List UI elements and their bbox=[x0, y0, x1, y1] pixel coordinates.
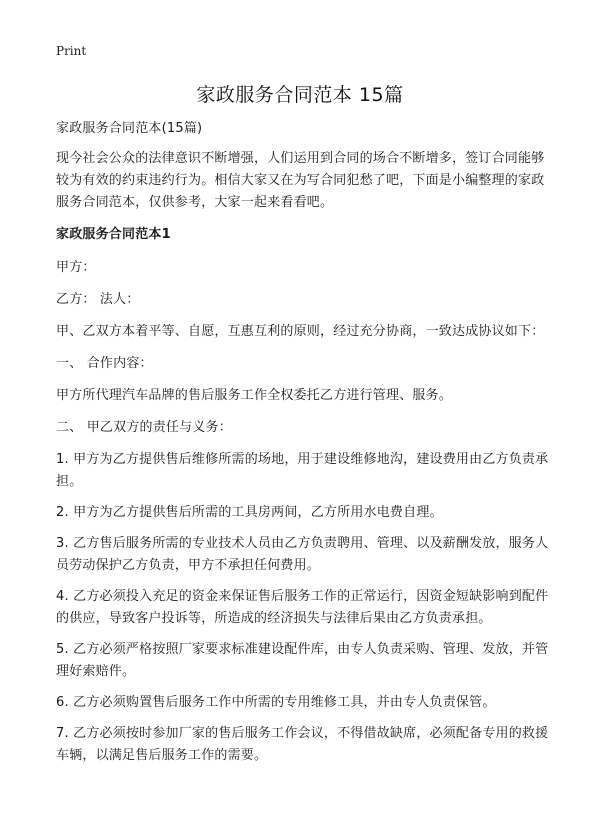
clause-5: 5. 乙方必须严格按照厂家要求标准建设配件库，由专人负责采购、管理、发放，并管理好索赔件。 bbox=[56, 642, 549, 679]
clause-3: 3. 乙方售后服务所需的专业技术人员由乙方负责聘用、管理、以及薪酬发放，服务人员劳动保护乙方负责，甲方不承担任何费用。 bbox=[56, 536, 549, 573]
print-label[interactable]: Print bbox=[56, 44, 87, 58]
item-2-heading: 二、 甲乙双方的责任与义务： bbox=[56, 420, 232, 435]
document-title: 家政服务合同范本 15篇 bbox=[196, 84, 404, 106]
agreement-paragraph: 甲、乙双方本着平等、自愿，互惠互利的原则，经过充分协商，一致达成协议如下： bbox=[56, 324, 545, 339]
intro-paragraph: 现今社会公众的法律意识不断增强，人们运用到合同的场合不断增多，签订合同能够较为有效的约束违约行为。相信大家又在为写合同犯愁了吧，下面是小编整理的家政服务合同范本，仅供参考，大家一起来看看吧。 bbox=[56, 151, 545, 210]
document-subtitle: 家政服务合同范本(15篇) bbox=[56, 121, 203, 136]
document-body bbox=[56, 118, 556, 776]
party-b-line: 乙方： 法人： bbox=[56, 292, 140, 307]
clause-6: 6. 乙方必须购置售后服务工作中所需的专用维修工具，并由专人负责保管。 bbox=[56, 695, 496, 710]
item-1-heading: 一、 合作内容： bbox=[56, 356, 153, 371]
clause-4: 4. 乙方必须投入充足的资金来保证售后服务工作的正常运行，因资金短缺影响到配件的供应，导致客户投诉等，所造成的经济损失与法律后果由乙方负责承担。 bbox=[56, 589, 549, 626]
party-a-line: 甲方： bbox=[56, 260, 96, 275]
clause-2: 2. 甲方为乙方提供售后所需的工具房两间，乙方所用水电费自理。 bbox=[56, 505, 443, 520]
item-1-body: 甲方所代理汽车品牌的售后服务工作全权委托乙方进行管理、服务。 bbox=[56, 388, 453, 403]
clause-1: 1. 甲方为乙方提供售后维修所需的场地，用于建设维修地沟，建设费用由乙方负责承担。 bbox=[56, 452, 549, 489]
clause-7: 7. 乙方必须按时参加厂家的售后服务工作会议，不得借故缺席，必须配备专用的救援车辆，以满足售后服务工作的需要。 bbox=[56, 726, 549, 763]
section-heading: 家政服务合同范本1 bbox=[56, 227, 171, 242]
